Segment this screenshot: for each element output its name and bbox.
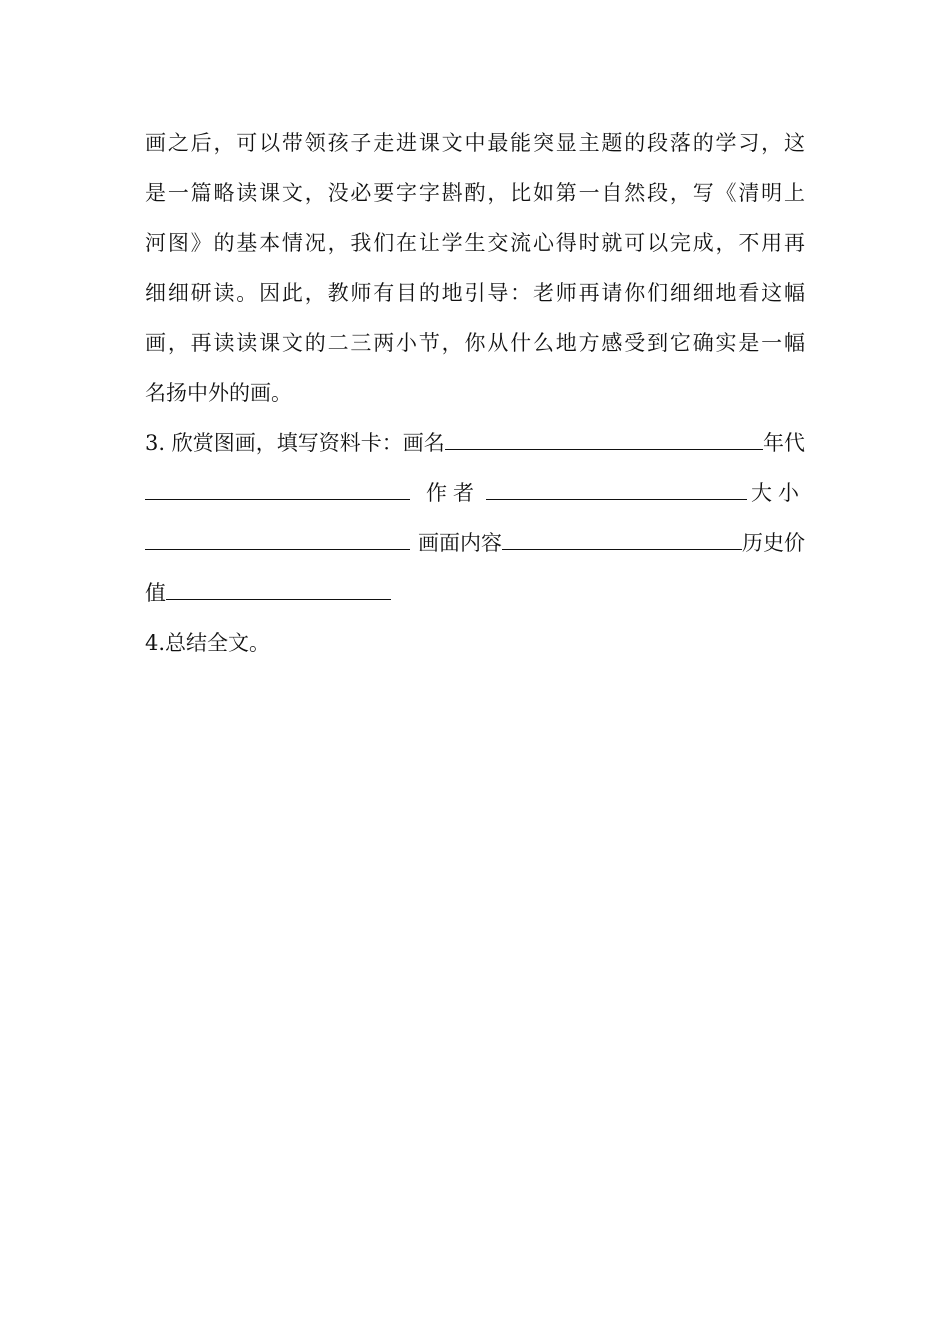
size-blank[interactable]: [145, 548, 410, 550]
paragraph-line-5: 画，再读读课文的二三两小节，你从什么地方感受到它确实是一幅: [145, 331, 805, 355]
paragraph-line-2: 是一篇略读课文，没必要字字斟酌，比如第一自然段，写《清明上: [145, 181, 805, 205]
era-label: 年代: [763, 431, 805, 455]
value-label-tail: 值: [145, 581, 166, 605]
name-blank[interactable]: [445, 448, 763, 450]
step3-line-4: [145, 568, 805, 618]
step4-line: 4.总结全文。: [145, 631, 271, 655]
name-label: 画名: [402, 431, 445, 455]
paragraph-line-6: 名扬中外的画。: [145, 381, 292, 405]
author-label: 作者: [426, 481, 480, 505]
step3-line-3: [145, 518, 805, 568]
document-body: [145, 118, 805, 668]
paragraph-line-4: 细细研读。因此，教师有目的地引导：老师再请你们细细地看这幅: [145, 281, 805, 305]
paragraph-line-1: 画之后，可以带领孩子走进课文中最能突显主题的段落的学习，这: [145, 131, 805, 155]
author-blank[interactable]: [486, 498, 747, 500]
size-label: 大小: [751, 481, 805, 505]
value-label-part: 历史价: [742, 531, 805, 555]
step3-line-2: [145, 468, 805, 518]
step3-line-1: [145, 418, 805, 468]
content-label: 画面内容: [418, 531, 502, 555]
content-blank[interactable]: [502, 548, 742, 550]
step3-intro: 3. 欣赏图画，填写资料卡：: [145, 431, 403, 455]
era-blank[interactable]: [145, 498, 410, 500]
paragraph-line-3: 河图》的基本情况，我们在让学生交流心得时就可以完成，不用再: [145, 231, 805, 255]
value-blank[interactable]: [166, 598, 391, 600]
